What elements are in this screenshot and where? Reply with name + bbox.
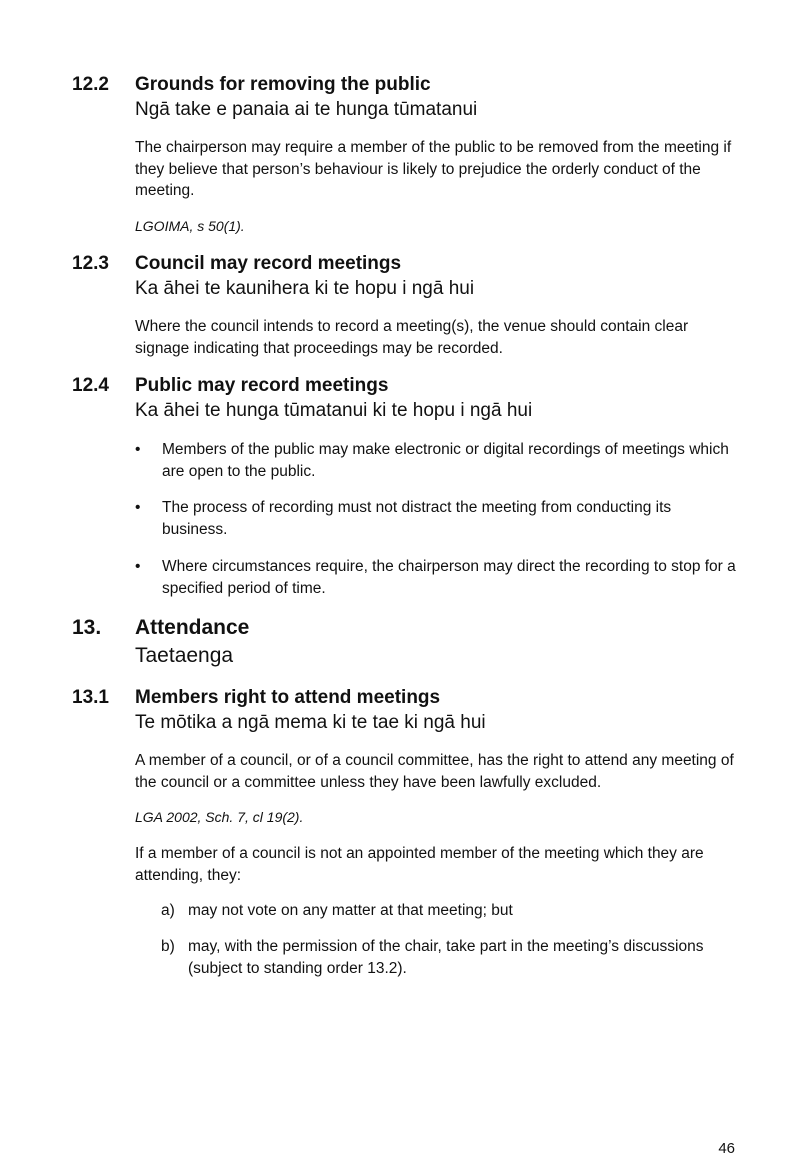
section-title: Members right to attend meetings [135,687,441,708]
list-item [161,936,741,979]
section-13-1-heading [72,686,742,735]
section-12-2-heading [72,73,742,122]
section-title: Grounds for removing the public [135,74,431,95]
section-subtitle: Taetaenga [135,644,234,667]
section-12-4-heading [72,374,742,423]
bullet-item [135,439,740,482]
bullet-marker: • [135,499,141,516]
section-subtitle: Ngā take e panaia ai te hunga tūmatanui [135,99,478,120]
page-number: 46 [718,1140,735,1157]
section-number: 12.2 [72,74,109,95]
list-text: may not vote on any matter at that meeting; but [188,902,513,919]
bullet-marker: • [135,441,141,458]
section-title: Council may record meetings [135,253,402,274]
list-marker: b) [161,938,175,955]
section-number: 13. [72,616,102,639]
paragraph: Where the council intends to record a meeting(s), the venue should contain clear signage indicating that proceedings may be recorded. [135,318,689,357]
bullet-text: Members of the public may make electronic or digital recordings of meetings which are open to the public. [162,441,729,480]
bullet-item [135,497,740,540]
paragraph: The chairperson may require a member of the public to be removed from the meeting if they believe that person’s behaviour is likely to prejudice the orderly conduct of the meeting. [135,139,732,199]
paragraph: A member of a council, or of a council committee, has the right to attend any meeting of the council or a committee unless they have been lawfully excluded. [135,752,734,791]
section-12-3-heading [72,252,742,301]
section-title: Attendance [135,616,250,639]
list-marker: a) [161,902,175,919]
section-number: 13.1 [72,687,109,708]
section-number: 12.3 [72,253,109,274]
section-subtitle: Te mōtika a ngā mema ki te tae ki ngā hui [135,712,486,733]
section-title: Public may record meetings [135,375,389,396]
bullet-text: Where circumstances require, the chairperson may direct the recording to stop for a specified period of time. [162,558,736,597]
section-subtitle: Ka āhei te kaunihera ki te hopu i ngā hui [135,278,475,299]
bullet-text: The process of recording must not distract the meeting from conducting its business. [162,499,672,538]
section-subtitle: Ka āhei te hunga tūmatanui ki te hopu i ngā hui [135,400,533,421]
list-text: may, with the permission of the chair, take part in the meeting’s discussions (subject to standing order 13.2). [188,938,704,977]
citation: LGA 2002, Sch. 7, cl 19(2). [135,809,304,825]
paragraph: If a member of a council is not an appointed member of the meeting which they are attending, they: [135,845,704,884]
section-number: 12.4 [72,375,109,396]
section-13-heading [72,614,742,670]
list-item [161,900,741,922]
bullet-item [135,556,740,599]
bullet-marker: • [135,558,141,575]
citation: LGOIMA, s 50(1). [135,218,245,234]
